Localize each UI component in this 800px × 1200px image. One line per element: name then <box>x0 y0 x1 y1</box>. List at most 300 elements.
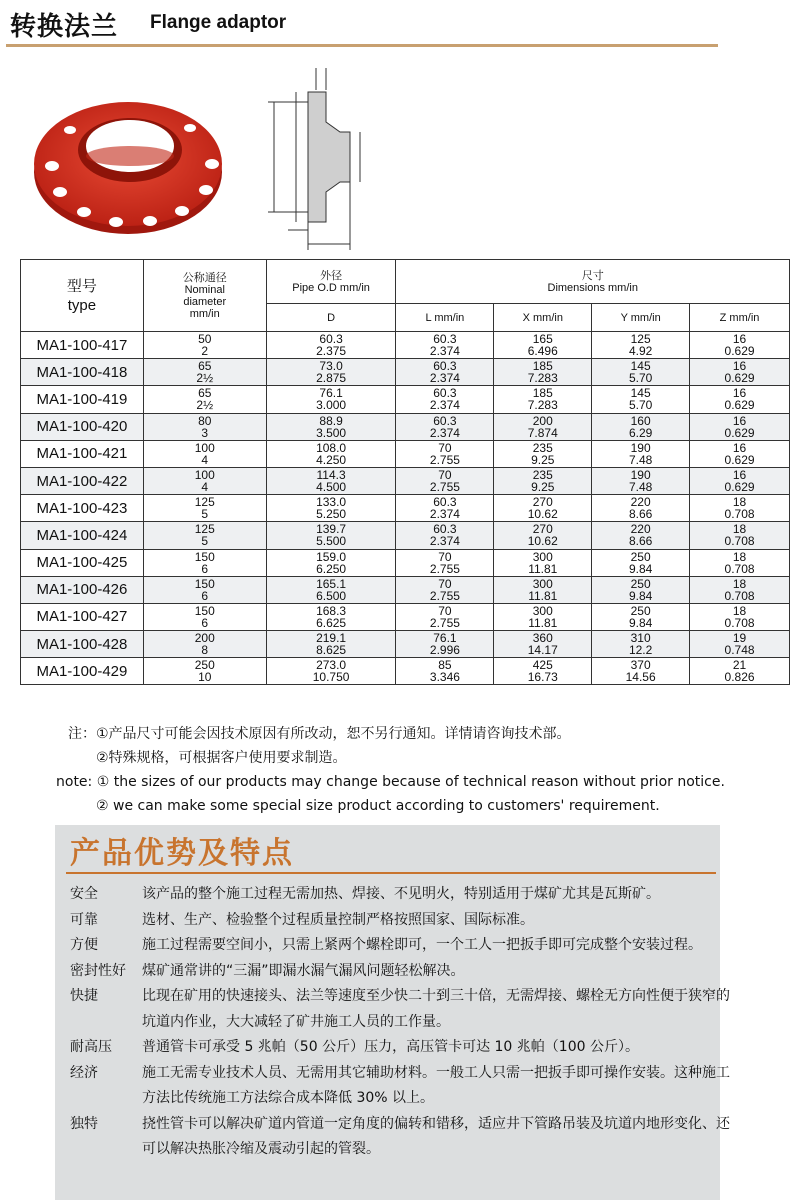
table-row <box>21 386 790 413</box>
y-cell <box>592 467 690 494</box>
l-cell-mm: 70 <box>438 468 452 483</box>
note-en-2: ② we can make some special size product according to customers' requirement. <box>96 798 660 814</box>
advantage-label: 经济 <box>70 1064 98 1081</box>
od-cell-in: 2.875 <box>316 371 347 386</box>
z-cell-mm: 16 <box>732 332 747 347</box>
nominal-cell <box>143 467 266 494</box>
advantage-item <box>70 908 730 934</box>
y-cell-mm: 125 <box>630 332 651 347</box>
x-cell-in: 6.496 <box>527 344 558 359</box>
od-cell-in: 6.250 <box>316 561 347 576</box>
nominal-cell-in: 6 <box>201 615 209 630</box>
z-cell <box>690 413 790 440</box>
y-cell <box>592 631 690 658</box>
nominal-cell-mm: 150 <box>194 603 215 618</box>
od-cell <box>266 359 396 386</box>
l-cell-mm: 60.3 <box>433 522 457 537</box>
l-cell-mm: 60.3 <box>433 359 457 374</box>
type-cell: MA1-100-420 <box>21 413 144 440</box>
l-cell-in: 2.374 <box>429 507 460 522</box>
flange-section-diagram <box>238 62 378 252</box>
x-cell <box>494 549 592 576</box>
l-cell-in: 2.755 <box>429 452 460 467</box>
z-cell-mm: 18 <box>732 495 747 510</box>
l-cell-in: 2.374 <box>429 425 460 440</box>
advantage-text: 该产品的整个施工过程无需加热、焊接、不见明火，特别适用于煤矿尤其是瓦斯矿。 <box>142 886 660 902</box>
y-cell-in: 14.56 <box>625 670 656 685</box>
z-cell <box>690 495 790 522</box>
x-cell-mm: 300 <box>532 576 553 591</box>
nominal-cell-in: 2 <box>201 344 209 359</box>
od-cell <box>266 386 396 413</box>
z-cell-in: 0.708 <box>724 534 755 549</box>
nominal-cell-mm: 65 <box>198 386 212 401</box>
y-cell-in: 9.84 <box>628 588 653 603</box>
z-cell-mm: 19 <box>732 631 747 646</box>
header-y: Y mm/in <box>592 304 690 332</box>
od-cell-mm: 159.0 <box>316 549 347 564</box>
table-row <box>21 576 790 603</box>
z-cell <box>690 467 790 494</box>
l-cell-mm: 60.3 <box>433 413 457 428</box>
nominal-cell-mm: 150 <box>194 549 215 564</box>
z-cell-in: 0.629 <box>724 344 755 359</box>
x-cell-mm: 235 <box>532 468 553 483</box>
table-row <box>21 440 790 467</box>
advantage-item <box>70 882 730 908</box>
advantage-item <box>70 1061 730 1112</box>
l-cell <box>396 658 494 685</box>
header-nominal-diameter: 公称通径 Nominal diameter mm/in <box>143 260 266 332</box>
l-cell-in: 2.755 <box>429 480 460 495</box>
od-cell-in: 10.750 <box>312 670 350 685</box>
advantage-text: 挠性管卡可以解决矿道内管道一定角度的偏转和错移，适应井下管路吊装及坑道内地形变化、还可以解决热胀冷缩及震动引起的管裂。 <box>142 1115 730 1157</box>
y-cell-in: 5.70 <box>628 398 653 413</box>
nominal-cell-mm: 50 <box>198 332 212 347</box>
x-cell <box>494 522 592 549</box>
x-cell-in: 9.25 <box>531 452 555 467</box>
x-cell <box>494 440 592 467</box>
nominal-cell <box>143 576 266 603</box>
x-cell-mm: 200 <box>532 413 553 428</box>
z-cell <box>690 332 790 359</box>
table-header-row <box>21 260 790 304</box>
nominal-cell-mm: 65 <box>198 359 212 374</box>
x-cell-in: 11.81 <box>528 588 558 603</box>
l-cell <box>396 332 494 359</box>
x-cell-in: 16.73 <box>527 670 558 685</box>
nominal-cell-mm: 100 <box>194 468 215 483</box>
l-cell-mm: 60.3 <box>433 386 457 401</box>
y-cell-in: 8.66 <box>628 507 653 522</box>
nominal-cell-mm: 150 <box>194 576 215 591</box>
od-cell <box>266 522 396 549</box>
y-cell-mm: 250 <box>630 549 651 564</box>
z-cell-mm: 16 <box>732 386 747 401</box>
x-cell-in: 11.81 <box>528 615 558 630</box>
l-cell <box>396 467 494 494</box>
advantages-divider <box>66 872 716 874</box>
notes-section <box>58 722 758 818</box>
type-cell: MA1-100-428 <box>21 631 144 658</box>
header-x: X mm/in <box>494 304 592 332</box>
x-cell <box>494 631 592 658</box>
advantages-title: 产品优势及特点 <box>70 836 294 871</box>
nominal-cell <box>143 332 266 359</box>
type-cell: MA1-100-417 <box>21 332 144 359</box>
y-cell <box>592 440 690 467</box>
od-cell-in: 2.375 <box>316 344 347 359</box>
x-cell-in: 10.62 <box>527 507 558 522</box>
page-header <box>10 4 718 40</box>
advantage-item <box>70 984 730 1035</box>
spec-table <box>20 259 790 685</box>
od-cell <box>266 549 396 576</box>
y-cell <box>592 413 690 440</box>
od-cell <box>266 495 396 522</box>
x-cell <box>494 386 592 413</box>
y-cell-mm: 190 <box>630 468 651 483</box>
x-cell-mm: 300 <box>532 549 553 564</box>
advantage-text: 煤矿通常讲的“三漏”即漏水漏气漏风问题轻松解决。 <box>142 962 465 979</box>
nominal-cell-in: 2½ <box>196 371 214 386</box>
od-cell <box>266 467 396 494</box>
x-cell <box>494 495 592 522</box>
type-cell: MA1-100-421 <box>21 440 144 467</box>
table-row <box>21 658 790 685</box>
nominal-cell <box>143 440 266 467</box>
flange-product-image <box>30 80 225 240</box>
l-cell <box>396 522 494 549</box>
advantage-label: 安全 <box>70 886 98 902</box>
x-cell <box>494 467 592 494</box>
nominal-cell-mm: 200 <box>194 631 215 646</box>
z-cell <box>690 549 790 576</box>
z-cell-mm: 18 <box>732 522 747 537</box>
l-cell-in: 2.755 <box>429 561 460 576</box>
od-cell-mm: 219.1 <box>316 631 347 646</box>
type-cell: MA1-100-425 <box>21 549 144 576</box>
od-cell <box>266 658 396 685</box>
y-cell-in: 7.48 <box>628 452 653 467</box>
header-od-d: D <box>266 304 396 332</box>
note-cn-1: 注：①产品尺寸可能会因技术原因有所改动，恕不另行通知。详情请咨询技术部。 <box>68 726 571 742</box>
z-cell <box>690 576 790 603</box>
nominal-cell-in: 6 <box>201 561 209 576</box>
x-cell <box>494 413 592 440</box>
type-cell: MA1-100-429 <box>21 658 144 685</box>
l-cell-in: 2.374 <box>429 371 460 386</box>
x-cell <box>494 576 592 603</box>
table-row <box>21 359 790 386</box>
od-cell-mm: 273.0 <box>316 658 347 673</box>
x-cell <box>494 332 592 359</box>
type-cell: MA1-100-427 <box>21 603 144 630</box>
x-cell-in: 7.874 <box>527 425 558 440</box>
z-cell-in: 0.629 <box>724 371 755 386</box>
z-cell-in: 0.748 <box>724 643 755 658</box>
nominal-cell-mm: 250 <box>194 658 215 673</box>
y-cell <box>592 549 690 576</box>
x-cell-mm: 425 <box>532 658 553 673</box>
od-cell-mm: 139.7 <box>316 522 347 537</box>
od-cell-mm: 114.3 <box>316 468 346 483</box>
l-cell <box>396 549 494 576</box>
y-cell-mm: 310 <box>630 631 651 646</box>
od-cell-in: 3.500 <box>316 425 347 440</box>
z-cell-mm: 18 <box>732 576 747 591</box>
y-cell-mm: 220 <box>630 522 651 537</box>
od-cell <box>266 440 396 467</box>
advantage-text: 普通管卡可承受 5 兆帕（50 公斤）压力，高压管卡可达 10 兆帕（100 公斤）。 <box>142 1039 639 1055</box>
nominal-cell-in: 5 <box>201 534 209 549</box>
l-cell-mm: 70 <box>438 549 452 564</box>
advantage-label: 快捷 <box>70 988 98 1004</box>
z-cell-in: 0.708 <box>724 588 755 603</box>
l-cell-mm: 70 <box>438 576 452 591</box>
table-row <box>21 522 790 549</box>
x-cell-mm: 270 <box>532 495 553 510</box>
header-dimensions: 尺寸 Dimensions mm/in <box>396 260 790 304</box>
advantage-label: 耐高压 <box>70 1039 112 1055</box>
nominal-cell <box>143 603 266 630</box>
nominal-cell-in: 8 <box>201 643 209 658</box>
z-cell-mm: 21 <box>732 658 747 673</box>
z-cell-mm: 18 <box>732 603 747 618</box>
y-cell-in: 12.2 <box>628 643 653 658</box>
type-cell: MA1-100-424 <box>21 522 144 549</box>
nominal-cell-mm: 125 <box>194 495 215 510</box>
advantage-item <box>70 959 730 985</box>
l-cell-in: 2.996 <box>429 643 460 658</box>
advantage-item <box>70 1112 730 1163</box>
nominal-cell-in: 4 <box>201 480 209 495</box>
y-cell-mm: 160 <box>630 413 651 428</box>
advantage-label: 密封性好 <box>70 962 126 979</box>
nominal-cell-in: 4 <box>201 452 209 467</box>
advantages-list <box>70 882 730 1163</box>
od-cell-in: 6.500 <box>316 588 347 603</box>
y-cell-mm: 220 <box>630 495 651 510</box>
l-cell-mm: 60.3 <box>433 332 457 347</box>
x-cell-mm: 235 <box>532 440 553 455</box>
l-cell <box>396 413 494 440</box>
y-cell <box>592 603 690 630</box>
table-row <box>21 467 790 494</box>
od-cell-mm: 73.0 <box>319 359 343 374</box>
advantage-item <box>70 1035 730 1061</box>
z-cell-mm: 16 <box>732 468 747 483</box>
y-cell-in: 9.84 <box>628 561 653 576</box>
table-row <box>21 603 790 630</box>
table-row <box>21 413 790 440</box>
type-cell: MA1-100-418 <box>21 359 144 386</box>
y-cell <box>592 359 690 386</box>
od-cell-in: 4.250 <box>316 452 347 467</box>
note-cn-2: ②特殊规格，可根据客户使用要求制造。 <box>96 750 347 766</box>
nominal-cell-in: 2½ <box>196 398 214 413</box>
header-pipe-od: 外径 Pipe O.D mm/in <box>266 260 396 304</box>
z-cell-in: 0.708 <box>724 507 755 522</box>
type-cell: MA1-100-422 <box>21 467 144 494</box>
x-cell-mm: 270 <box>532 522 553 537</box>
note-en-1: note: ① the sizes of our products may change because of technical reason without prior notice. <box>56 774 725 790</box>
z-cell <box>690 603 790 630</box>
od-cell-mm: 76.1 <box>319 386 343 401</box>
od-cell-mm: 88.9 <box>319 413 343 428</box>
l-cell-mm: 70 <box>438 440 452 455</box>
y-cell-mm: 145 <box>630 386 651 401</box>
l-cell-in: 2.755 <box>429 615 460 630</box>
z-cell-mm: 16 <box>732 359 747 374</box>
l-cell-in: 2.755 <box>429 588 460 603</box>
z-cell-mm: 16 <box>732 413 747 428</box>
x-cell-mm: 185 <box>532 386 553 401</box>
title-english: Flange adaptor <box>150 12 287 33</box>
nominal-cell-in: 5 <box>201 507 209 522</box>
type-cell: MA1-100-426 <box>21 576 144 603</box>
x-cell <box>494 603 592 630</box>
y-cell-mm: 145 <box>630 359 651 374</box>
od-cell-in: 8.625 <box>316 643 347 658</box>
advantage-text: 比现在矿用的快速接头、法兰等速度至少快二十到三十倍，无需焊接、螺栓无方向性便于狭窄的坑道内作业，大大减轻了矿井施工人员的工作量。 <box>142 988 730 1030</box>
od-cell-mm: 133.0 <box>316 495 347 510</box>
table-row <box>21 549 790 576</box>
nominal-cell <box>143 631 266 658</box>
nominal-cell <box>143 549 266 576</box>
z-cell-in: 0.826 <box>724 670 755 685</box>
x-cell <box>494 359 592 386</box>
l-cell <box>396 603 494 630</box>
l-cell <box>396 495 494 522</box>
y-cell <box>592 386 690 413</box>
nominal-cell-in: 3 <box>201 425 209 440</box>
table-row <box>21 332 790 359</box>
y-cell-mm: 190 <box>630 440 651 455</box>
y-cell <box>592 658 690 685</box>
l-cell-mm: 85 <box>438 658 452 673</box>
nominal-cell <box>143 413 266 440</box>
l-cell-in: 2.374 <box>429 534 460 549</box>
x-cell-mm: 360 <box>532 631 553 646</box>
nominal-cell <box>143 359 266 386</box>
od-cell <box>266 631 396 658</box>
nominal-cell-mm: 125 <box>194 522 215 537</box>
header-z: Z mm/in <box>690 304 790 332</box>
advantage-text: 施工过程需要空间小，只需上紧两个螺栓即可，一个工人一把扳手即可完成整个安装过程。 <box>142 937 702 953</box>
l-cell-in: 2.374 <box>429 398 460 413</box>
od-cell-in: 5.250 <box>316 507 347 522</box>
y-cell-mm: 250 <box>630 576 651 591</box>
y-cell-mm: 250 <box>630 603 651 618</box>
y-cell-in: 9.84 <box>628 615 653 630</box>
z-cell <box>690 440 790 467</box>
advantage-label: 方便 <box>70 937 98 953</box>
z-cell-in: 0.708 <box>724 561 755 576</box>
x-cell-mm: 165 <box>532 332 553 347</box>
l-cell-mm: 76.1 <box>433 631 457 646</box>
l-cell <box>396 631 494 658</box>
l-cell <box>396 440 494 467</box>
x-cell-mm: 185 <box>532 359 553 374</box>
od-cell-mm: 108.0 <box>316 440 347 455</box>
nominal-cell <box>143 658 266 685</box>
od-cell <box>266 413 396 440</box>
nominal-cell <box>143 495 266 522</box>
z-cell-in: 0.629 <box>724 480 755 495</box>
z-cell <box>690 386 790 413</box>
advantage-text: 选材、生产、检验整个过程质量控制严格按照国家、国际标准。 <box>142 911 534 928</box>
nominal-cell-mm: 100 <box>194 440 215 455</box>
advantage-item <box>70 933 730 959</box>
x-cell <box>494 658 592 685</box>
z-cell-mm: 18 <box>732 549 747 564</box>
nominal-cell <box>143 386 266 413</box>
nominal-cell-mm: 80 <box>198 413 212 428</box>
y-cell-in: 4.92 <box>628 344 653 359</box>
z-cell-in: 0.629 <box>724 452 755 467</box>
advantage-label: 可靠 <box>70 911 98 928</box>
od-cell-mm: 168.3 <box>316 603 347 618</box>
l-cell-in: 2.374 <box>429 344 460 359</box>
od-cell <box>266 603 396 630</box>
nominal-cell <box>143 522 266 549</box>
l-cell <box>396 359 494 386</box>
l-cell-in: 3.346 <box>429 670 460 685</box>
z-cell <box>690 359 790 386</box>
y-cell-in: 5.70 <box>628 371 653 386</box>
l-cell <box>396 386 494 413</box>
z-cell-in: 0.708 <box>724 615 755 630</box>
y-cell-mm: 370 <box>630 658 651 673</box>
title-chinese: 转换法兰 <box>10 12 119 42</box>
l-cell <box>396 576 494 603</box>
od-cell <box>266 332 396 359</box>
y-cell <box>592 522 690 549</box>
nominal-cell-in: 6 <box>201 588 209 603</box>
advantage-text: 施工无需专业技术人员、无需用其它辅助材料。一般工人只需一把扳手即可操作安装。这种施工方法比传统施工方法综合成本降低 30% 以上。 <box>142 1064 730 1106</box>
header-divider <box>6 44 718 47</box>
od-cell-in: 5.500 <box>316 534 347 549</box>
type-cell: MA1-100-419 <box>21 386 144 413</box>
l-cell-mm: 60.3 <box>433 495 457 510</box>
od-cell <box>266 576 396 603</box>
y-cell <box>592 576 690 603</box>
z-cell-in: 0.629 <box>724 425 755 440</box>
od-cell-mm: 60.3 <box>319 332 343 347</box>
z-cell-in: 0.629 <box>724 398 755 413</box>
x-cell-in: 7.283 <box>527 398 558 413</box>
x-cell-mm: 300 <box>532 603 553 618</box>
header-type: 型号 type <box>21 260 144 332</box>
od-cell-mm: 165.1 <box>316 576 347 591</box>
y-cell <box>592 495 690 522</box>
z-cell <box>690 658 790 685</box>
od-cell-in: 6.625 <box>316 615 347 630</box>
nominal-cell-in: 10 <box>198 670 212 685</box>
y-cell-in: 8.66 <box>628 534 653 549</box>
table-row <box>21 495 790 522</box>
advantage-label: 独特 <box>70 1115 98 1132</box>
y-cell-in: 6.29 <box>628 425 653 440</box>
y-cell <box>592 332 690 359</box>
x-cell-in: 7.283 <box>527 371 558 386</box>
x-cell-in: 10.62 <box>527 534 558 549</box>
table-row <box>21 631 790 658</box>
z-cell <box>690 631 790 658</box>
x-cell-in: 9.25 <box>531 480 555 495</box>
z-cell-mm: 16 <box>732 440 747 455</box>
